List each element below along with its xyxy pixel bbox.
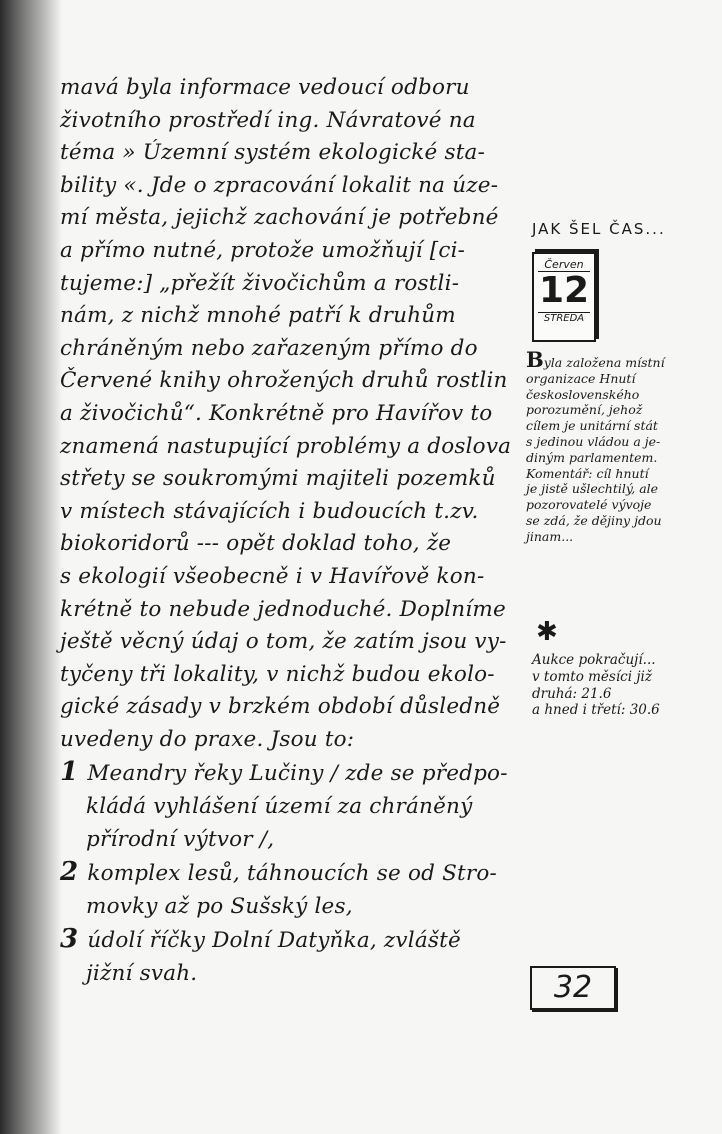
drop-cap: B [526,347,544,372]
asterisk-icon: ✱ [536,617,558,647]
text-line: a přímo nutné, protože umožňují [ci- [60,237,466,263]
note-line: Komentář: cíl hnutí [526,465,649,481]
auction-line: druhá: 21.6 [532,685,612,702]
text-line: znamená nastupující problémy a doslova [60,433,512,459]
main-text-column [60,72,520,991]
auction-note [532,652,722,719]
list-item-1 [60,756,520,791]
text-line: v místech stávajících i budoucích t.zv. [60,498,479,524]
list-text: Meandry řeky Lučiny / zde se předpo- [87,761,508,787]
list-item-3 [60,923,520,958]
text-line: téma » Územní systém ekologické sta- [60,140,486,166]
note-line: československého [526,386,640,402]
note-line: porozumění, jehož [526,402,643,418]
text-line: krétně to nebude jednoduché. Doplníme [60,596,506,622]
text-line: životního prostředí ing. Návratové na [60,107,476,133]
text-line: bility «. Jde o zpracování lokalit na úze- [60,172,499,198]
text-line: Červené knihy ohrožených druhů rostlin [60,368,508,394]
auction-line: v tomto měsíci již [532,668,652,685]
text-line: movky až po Sušský les, [86,893,353,919]
list-number: 1 [60,757,79,788]
text-line: tyčeny tři lokality, v nichž budou ekolo- [60,661,495,687]
list-item-2 [60,856,520,891]
text-line: přírodní výtvor /, [86,826,275,852]
auction-line: a hned i třetí: 30.6 [532,702,660,719]
sidebar-title: JAK ŠEL ČAS... [532,220,666,238]
text-line: mí města, jejichž zachování je potřebné [60,205,499,231]
text-line: tujeme:] „přežít živočichům a rostli- [60,270,460,296]
note-line: cílem je unitární stát [526,418,658,434]
text-line: s ekologií všeobecně i v Havířově kon- [60,563,485,589]
text-line: ještě věcný údaj o tom, že zatím jsou vy- [60,629,507,655]
calendar-month: Červen [538,258,590,272]
note-first-line [526,347,722,372]
calendar-weekday: STŘEDA [538,312,590,324]
text-line: jižní svah. [86,961,198,987]
list-number: 2 [60,857,79,888]
text-line: a živočichů“. Konkrétně pro Havířov to [60,400,493,426]
book-spine-shadow [0,0,62,1134]
text-line: chráněným nebo zařazeným přímo do [60,335,478,361]
calendar-leaf-icon [532,252,596,342]
note-line: se zdá, že dějiny jdou [526,512,662,528]
text-line: střety se soukromými majiteli pozemků [60,466,496,492]
sidebar-note [526,347,722,545]
note-line: diným parlamentem. [526,449,658,465]
text-line: biokoridorů --- opět doklad toho, že [60,531,452,557]
text-line: kládá vyhlášení území za chráněný [86,794,473,820]
text-line: gické zásady v brzkém období důsledně [60,694,501,720]
page-number: 32 [530,966,616,1010]
calendar-day: 12 [538,270,590,311]
list-text: komplex lesů, táhnoucích se od Stro- [87,861,497,887]
text-line: nám, z nichž mnohé patří k druhům [60,303,456,329]
note-line: je jistě ušlechtilý, ale [526,481,659,497]
note-text: yla založena místní [543,355,665,370]
text-line: mavá byla informace vedoucí odboru [60,75,470,100]
note-line: pozorovatelé vývoje [526,497,652,513]
auction-line: Aukce pokračují... [532,652,656,668]
list-text: údolí říčky Dolní Datyňka, zvláště [87,928,461,954]
note-line: jinam... [526,528,574,544]
note-line: s jedinou vládou a je- [526,433,661,449]
note-line: organizace Hnutí [526,370,636,386]
text-line: uvedeny do praxe. Jsou to: [60,726,355,752]
list-number: 3 [60,924,79,955]
